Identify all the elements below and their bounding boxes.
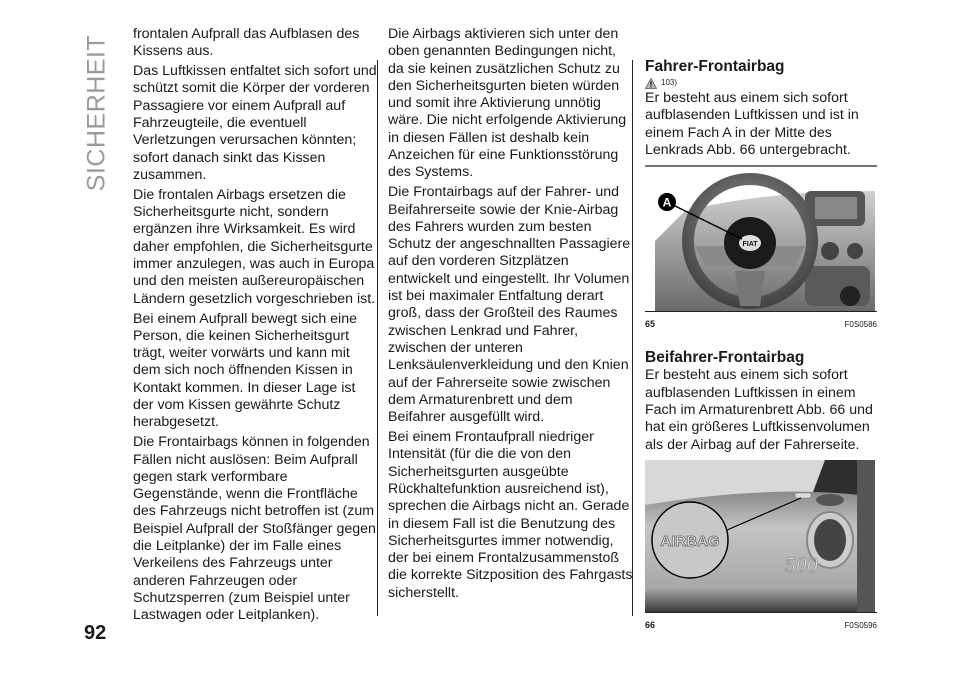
model-badge: 500 — [785, 551, 818, 577]
column-divider — [377, 60, 378, 616]
figure-caption — [645, 316, 877, 333]
column-3 — [645, 58, 877, 634]
paragraph: Er besteht aus einem sich sofort aufblasenden Luftkissen in einem Fach im Armaturenbrett Abb. 66 und hat ein größeres Luftkissenvolumen als der Airbag auf der Fahrerseite. — [645, 367, 873, 453]
paragraph: Bei einem Aufprall bewegt sich eine Person, die keinen Sicherheitsgurt trägt, weiter vorwärts und kann mit dem sich noch öffnenden Kissen in Kontakt kommen. In dieser Lage ist der vom Kissen gewährte Schutz herabgesetzt. — [133, 310, 357, 431]
warning-ref-number: 103) — [661, 78, 678, 88]
figure-number: 66 — [645, 619, 656, 630]
paragraph: Die Frontairbags auf der Fahrer- und Beifahrerseite sowie der Knie-Airbag des Fahrers wurden zum besten Schutz der angeschnallten Passagiere auf den vorderen Sitzplätzen entwickelt und eingestellt. Ihr Volumen ist bei maximaler Entfaltung derart groß, dass der Großteil des Raumes zwischen Lenkrad und Fahrer, zwischen der unteren Lenksäulenverkleidung und den Knien auf der Fahrerseite sowie zwischen dem Armaturenbrett und dem Beifahrer ausgefüllt wird. — [388, 184, 631, 426]
paragraph: Die Frontairbags können in folgenden Fällen nicht auslösen: Beim Aufprall gegen stark verformbare Gegenstände, wenn die Frontfläche des Fahrzeugs nicht betroffen ist (zum Beispiel Aufprall der Stoßfänger gegen die Leitplanke) der im Falle eines Verkeilens des Fahrzeugs unter anderen Fahrzeugen oder Schutzsperren (zum Beispiel unter Lastwagen oder Leitplanken). — [133, 434, 376, 624]
paragraph: Er besteht aus einem sich sofort aufblasenden Luftkissen und ist in einem Fach A in der Mitte des Lenkrads Abb. 66 untergebracht. — [645, 90, 859, 158]
figure-rule — [645, 311, 877, 312]
paragraph: Das Luftkissen entfaltet sich sofort und schützt somit die Körper der vorderen Passagiere vor einem Aufprall auf Fahrzeugteile, die eventuell Verletzungen verursachen könnten; sofort danach sinkt das Kissen zusammen. — [133, 63, 377, 183]
section-title — [80, 34, 114, 191]
section-rule — [645, 165, 877, 167]
column-divider — [632, 60, 633, 616]
paragraph: frontalen Aufprall das Aufblasen des Kissens aus. — [133, 26, 360, 60]
figure-number: 65 — [645, 319, 656, 330]
page-number: 92 — [84, 622, 107, 644]
figure-caption — [645, 617, 877, 634]
passenger-airbag-heading: Beifahrer-Frontairbag — [645, 349, 805, 367]
column-2 — [388, 26, 633, 605]
driver-airbag-heading: Fahrer-Frontairbag — [645, 58, 785, 75]
column-1 — [133, 26, 378, 627]
section-title-text: SICHERHEIT — [82, 34, 111, 191]
steering-wheel-figure — [645, 171, 875, 311]
paragraph: Bei einem Frontaufprall niedriger Intensität (für die die von den Sicherheitsgurten ausgeübte Rückhaltefunktion ausreichend ist), sprechen die Airbags nicht an. Gerade in diesem Fall ist die Benutzung des Sicherheitsgurtes immer notwendig, der bei einem Frontalzusammenstoß die korrekte Sitzposition des Fahrgasts sicherstellt. — [388, 429, 633, 601]
figure-code: F0S0586 — [844, 320, 877, 330]
callout-a: A — [662, 195, 672, 210]
fiat-logo: FIAT — [742, 241, 758, 249]
warning-triangle-icon — [645, 78, 657, 89]
dashboard-airbag-figure — [645, 460, 875, 612]
paragraph: Die Airbags aktivieren sich unter den oben genannten Bedingungen nicht, da sie keinen zusätzlichen Schutz zu den Sicherheitsgurten bieten würden und somit ihre Aktivierung unnötig wäre. Die nicht erfolgende Aktivierung in diesen Fällen ist deshalb kein Anzeichen für eine Funktionsstörung des Systems. — [388, 26, 627, 181]
airbag-label: AIRBAG — [660, 532, 720, 550]
figure-rule — [645, 612, 877, 613]
warning-reference — [645, 76, 877, 90]
figure-code: F0S0596 — [844, 620, 877, 630]
paragraph: Die frontalen Airbags ersetzen die Sicherheitsgurte nicht, sondern ergänzen ihre Wirksamkeit. Es wird daher empfohlen, die Sicherheitsgurte immer anzulegen, was auch in Europa und den meisten außereuropäischen Ländern gesetzlich vorgeschrieben ist. — [133, 186, 376, 307]
